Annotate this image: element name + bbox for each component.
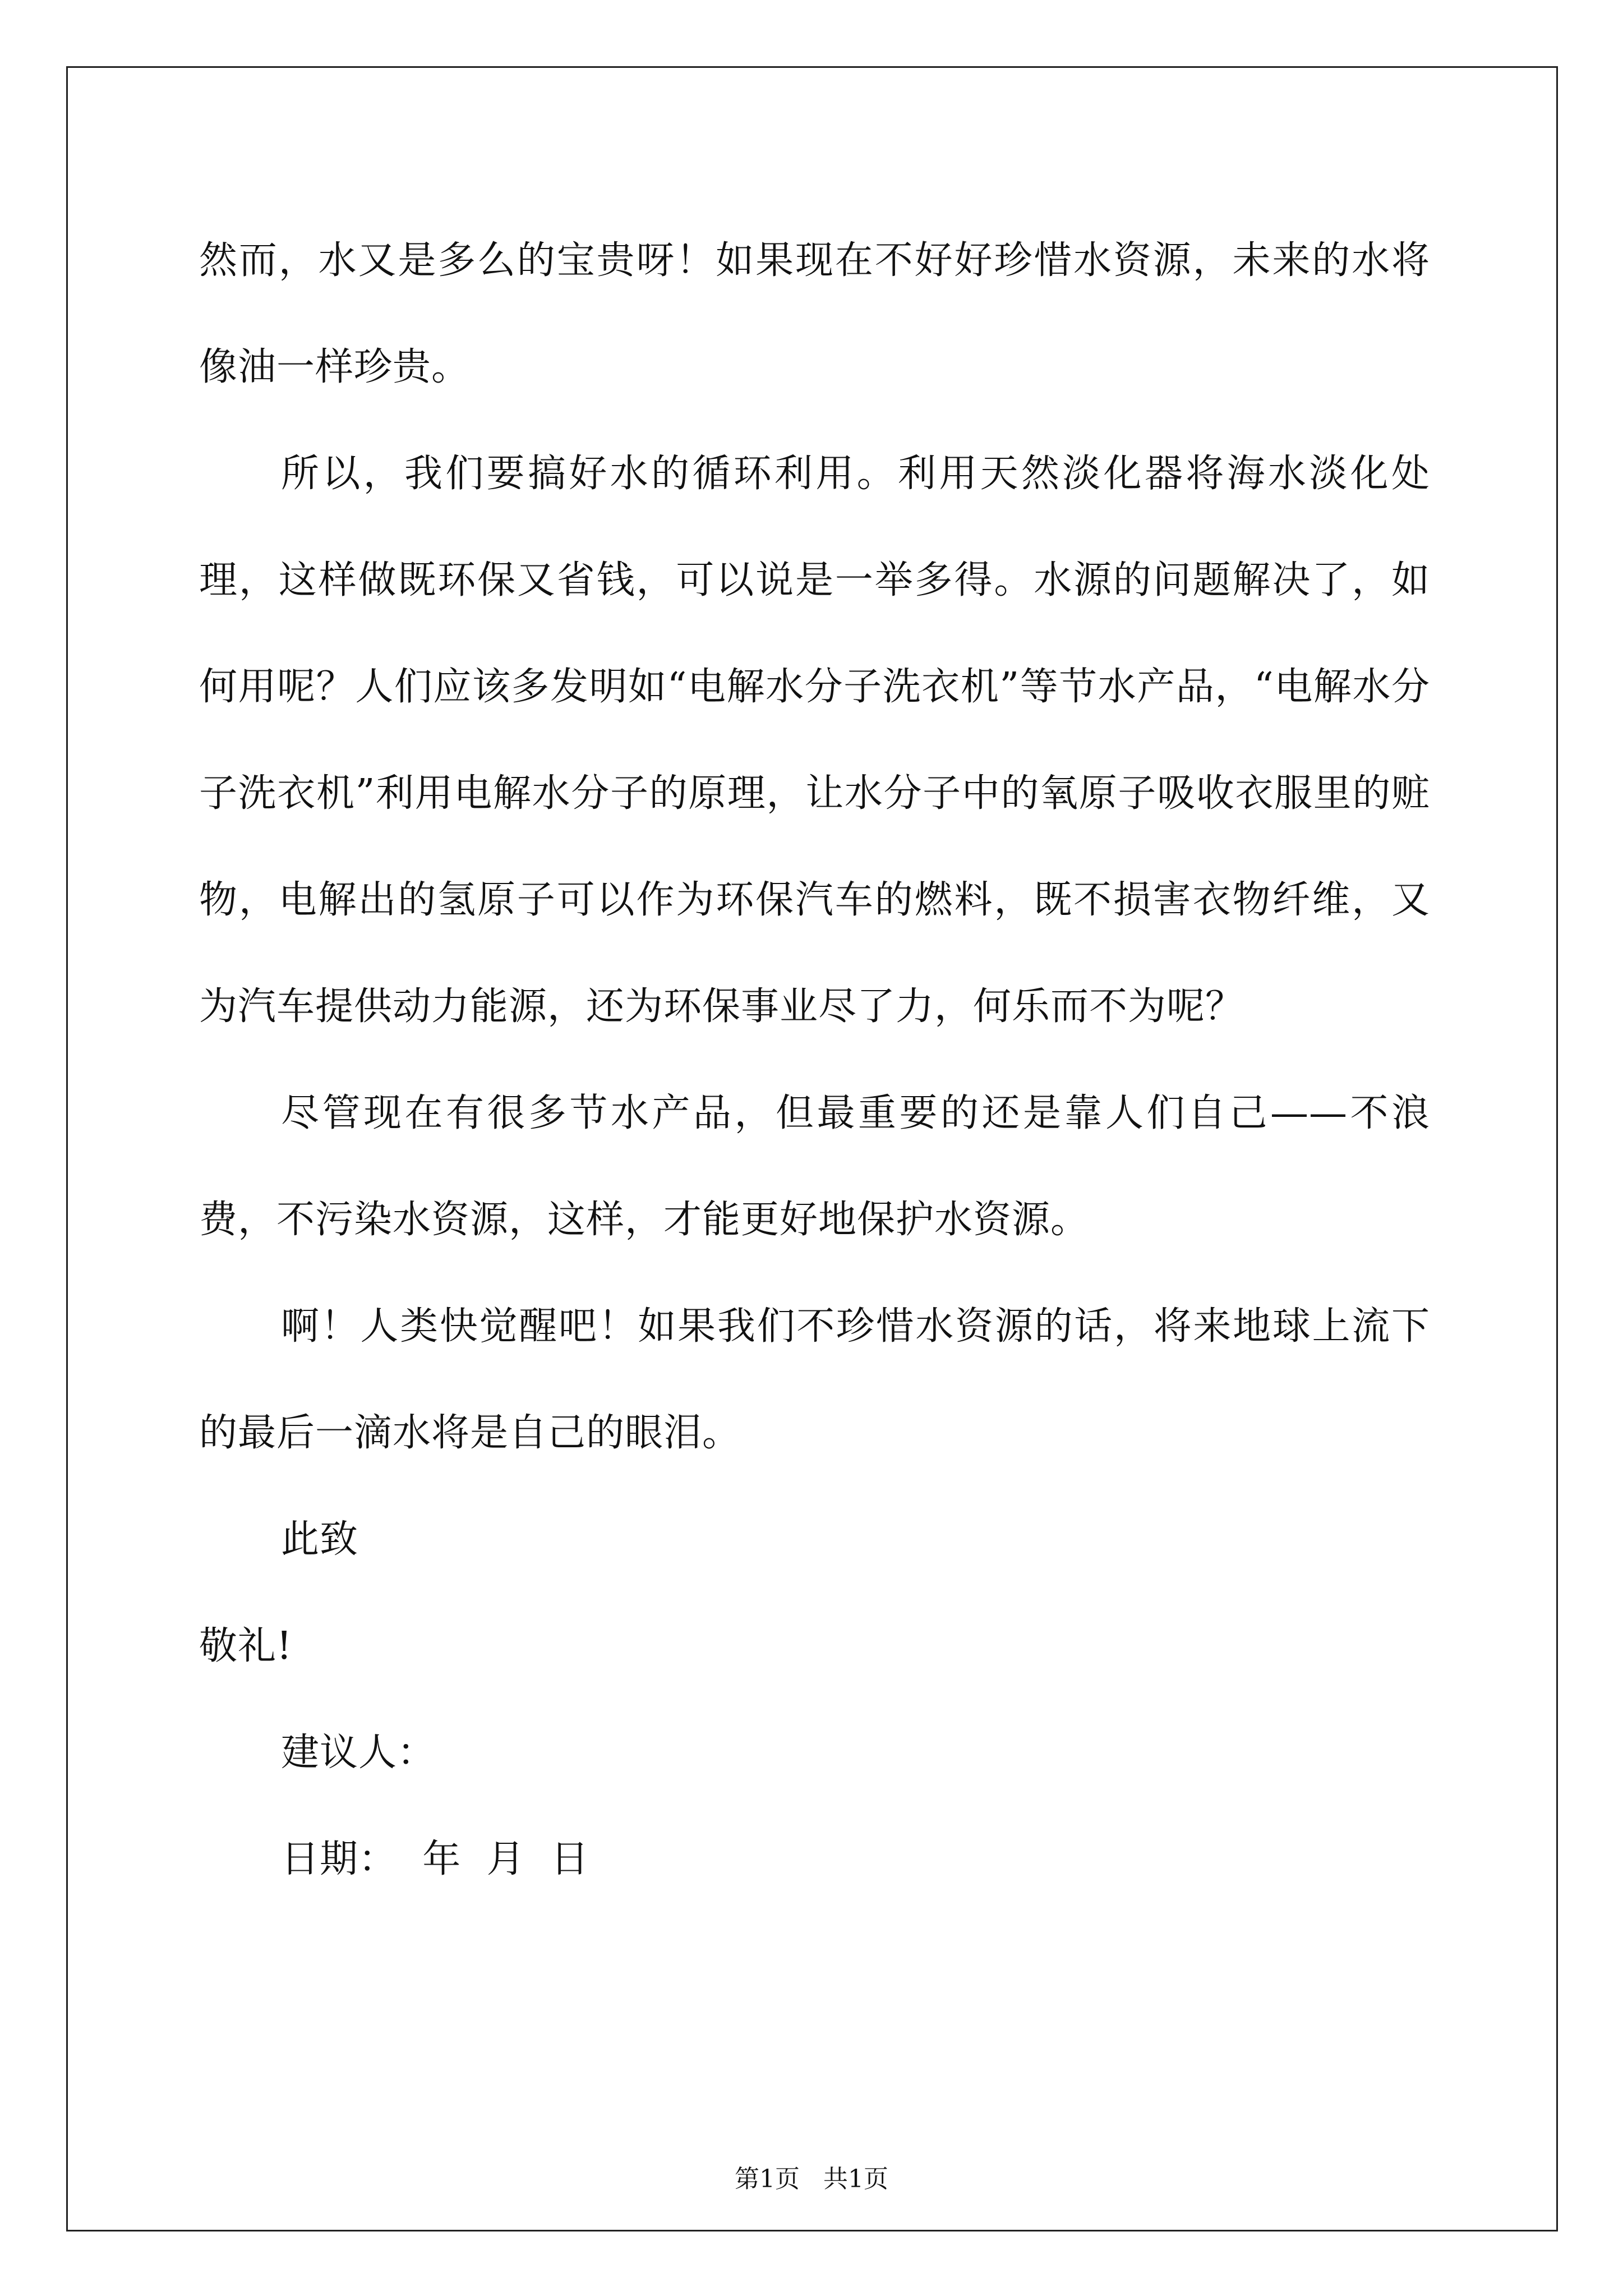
closing-salutation: 此致 <box>281 1517 359 1562</box>
closing-regards: 敬礼! <box>199 1624 293 1668</box>
paragraph-4: 啊！人类快觉醒吧！如果我们不珍惜水资源的话，将来地球上流下的最后一滴水将是自己的眼泪。 <box>199 1304 1430 1455</box>
paragraph-1: 然而，水又是多么的宝贵呀！如果现在不好好珍惜水资源，未来的水将像油一样珍贵。 <box>199 238 1430 389</box>
document-body <box>199 208 1430 1913</box>
paragraph-3: 尽管现在有很多节水产品，但最重要的还是靠人们自己——不浪费，不污染水资源，这样，才能更好地保护水资源。 <box>199 1091 1430 1242</box>
paragraph-2: 所以，我们要搞好水的循环利用。利用天然淡化器将海水淡化处理，这样做既环保又省钱，可以说是一举多得。水源的问题解决了，如何用呢？人们应该多发明如“电解水分子洗衣机”等节水产品，“电解水分子洗衣机”利用电解水分子的原理，让水分子中的氧原子吸收衣服里的赃物，电解出的氢原子可以作为环保汽车的燃料，既不损害衣物纤维，又为汽车提供动力能源，还为环保事业尽了力，何乐而不为呢？ <box>199 452 1430 1029</box>
page-number-footer: 第1页 共1页 <box>735 2165 888 2193</box>
proposer-line: 建议人： <box>281 1731 436 1775</box>
date-line: 日期： 年 月 日 <box>281 1837 589 1881</box>
